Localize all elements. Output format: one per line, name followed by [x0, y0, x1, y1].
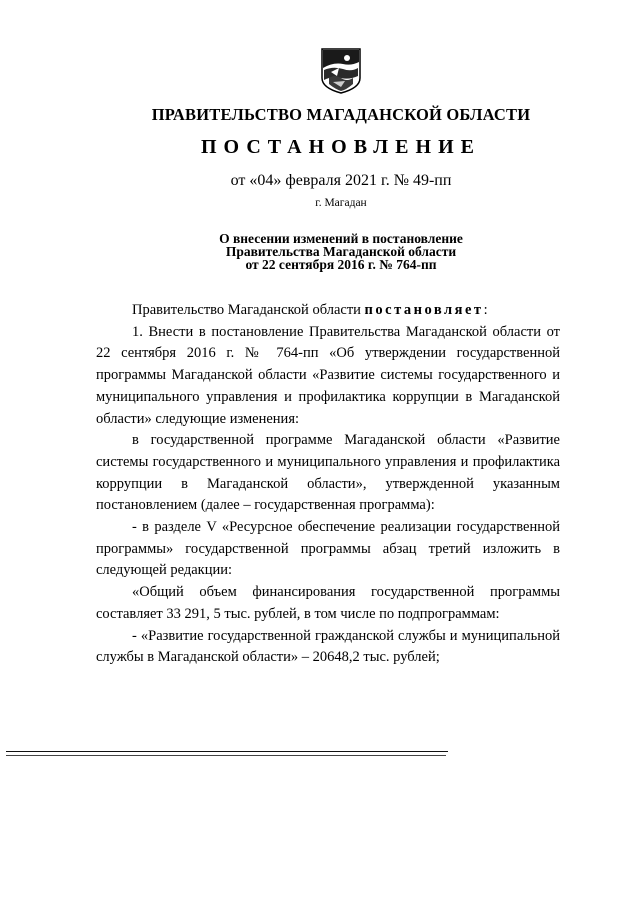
paragraph-1: 1. Внести в постановление Правительства Магаданской области от 22 сентября 2016 г. № 764-пп «Об утверждении государственной программы Магаданской области «Развитие системы государственного и муниципального управления и профилактика коррупции в Магаданской области» следующие изменения: [96, 323, 560, 427]
subject-line: О внесении изменений в постановление [219, 231, 463, 246]
document-date-number: от «04» февраля 2021 г. № 49-пп [230, 172, 452, 189]
preamble-paragraph [96, 300, 560, 322]
coat-of-arms-icon [321, 48, 361, 94]
document-subject [0, 232, 640, 271]
subject-line: от 22 сентября 2016 г. № 764-пп [245, 257, 437, 272]
government-title: ПРАВИТЕЛЬСТВО МАГАДАНСКОЙ ОБЛАСТИ [151, 105, 531, 124]
document-city: г. Магадан [315, 197, 367, 209]
paragraph-2: в государственной программе Магаданской области «Развитие системы государственного и муниципального управления и профилактика коррупции в Магаданской области», утвержденной указанным постановлением (далее – государственная программа): [96, 432, 560, 514]
footer-divider-thin [6, 755, 446, 756]
paragraph-3: - в разделе V «Ресурсное обеспечение реализации государственной программы» государственной программы абзац третий изложить в следующей редакции: [96, 519, 560, 579]
preamble-resolves: постановляет [364, 302, 484, 318]
paragraph-5: - «Развитие государственной гражданской службы и муниципальной службы в Магаданской области» – 20648,2 тыс. рублей; [96, 627, 560, 666]
subject-line: Правительства Магаданской области [225, 244, 457, 259]
paragraph-4: «Общий объем финансирования государственной программы составляет 33 291, 5 тыс. рублей, в том числе по подпрограммам: [96, 584, 560, 622]
document-type: ПОСТАНОВЛЕНИЕ [201, 136, 481, 158]
footer-divider [6, 751, 448, 752]
document-body [96, 300, 560, 669]
preamble-suffix: : [483, 302, 488, 318]
preamble-prefix: Правительство Магаданской области [132, 302, 361, 318]
